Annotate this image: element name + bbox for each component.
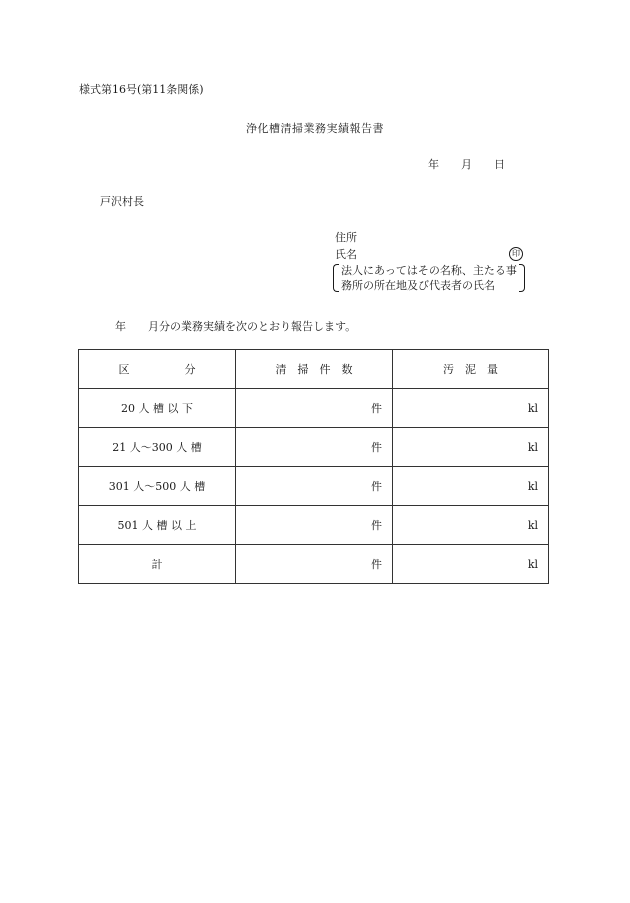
report-year: 年: [115, 320, 126, 333]
date-year: 年: [428, 158, 439, 171]
sludge-volume-cell[interactable]: kl: [393, 389, 549, 428]
cleaning-count-cell[interactable]: 件: [236, 506, 393, 545]
corporate-note-line-2: 務所の所在地及び代表者の氏名: [341, 279, 495, 292]
sludge-volume-cell[interactable]: kl: [393, 467, 549, 506]
corporate-note-line-1: 法人にあってはその名称、主たる事: [341, 264, 517, 277]
table-total-row: [79, 545, 549, 584]
table-row: [79, 428, 549, 467]
header-category: 区 分: [79, 350, 236, 389]
recipient: 戸沢村長: [100, 195, 144, 208]
table-row: [79, 389, 549, 428]
name-label: 氏名: [335, 248, 357, 261]
report-table: [78, 349, 549, 584]
total-cleaning-count-cell[interactable]: 件: [236, 545, 393, 584]
report-text: 月分の業務実績を次のとおり報告します。: [148, 320, 357, 333]
table-header-row: [79, 350, 549, 389]
table-row: [79, 506, 549, 545]
row-category: 21 人～300 人 槽: [79, 428, 236, 467]
row-category: 20 人 槽 以 下: [79, 389, 236, 428]
header-cleaning-count: 清 掃 件 数: [236, 350, 393, 389]
name-row: [335, 247, 525, 262]
date-line: [428, 156, 505, 172]
date-day: 日: [494, 158, 505, 171]
header-sludge-volume: 汚 泥 量: [393, 350, 549, 389]
report-statement: [115, 318, 356, 334]
cleaning-count-cell[interactable]: 件: [236, 428, 393, 467]
row-category: 301 人～500 人 槽: [79, 467, 236, 506]
address-label: 住所: [335, 231, 357, 244]
sludge-volume-cell[interactable]: kl: [393, 428, 549, 467]
corporate-note: [335, 263, 525, 293]
document-title: 浄化槽清掃業務実績報告書: [246, 122, 384, 135]
row-category-total: 計: [79, 545, 236, 584]
cleaning-count-cell[interactable]: 件: [236, 389, 393, 428]
cleaning-count-cell[interactable]: 件: [236, 467, 393, 506]
row-category: 501 人 槽 以 上: [79, 506, 236, 545]
sludge-volume-cell[interactable]: kl: [393, 506, 549, 545]
total-sludge-volume-cell[interactable]: kl: [393, 545, 549, 584]
seal-mark: 印: [509, 247, 523, 261]
form-number: 様式第16号(第11条関係): [79, 83, 204, 96]
table-row: [79, 467, 549, 506]
applicant-block: [335, 230, 525, 293]
date-month: 月: [461, 158, 472, 171]
